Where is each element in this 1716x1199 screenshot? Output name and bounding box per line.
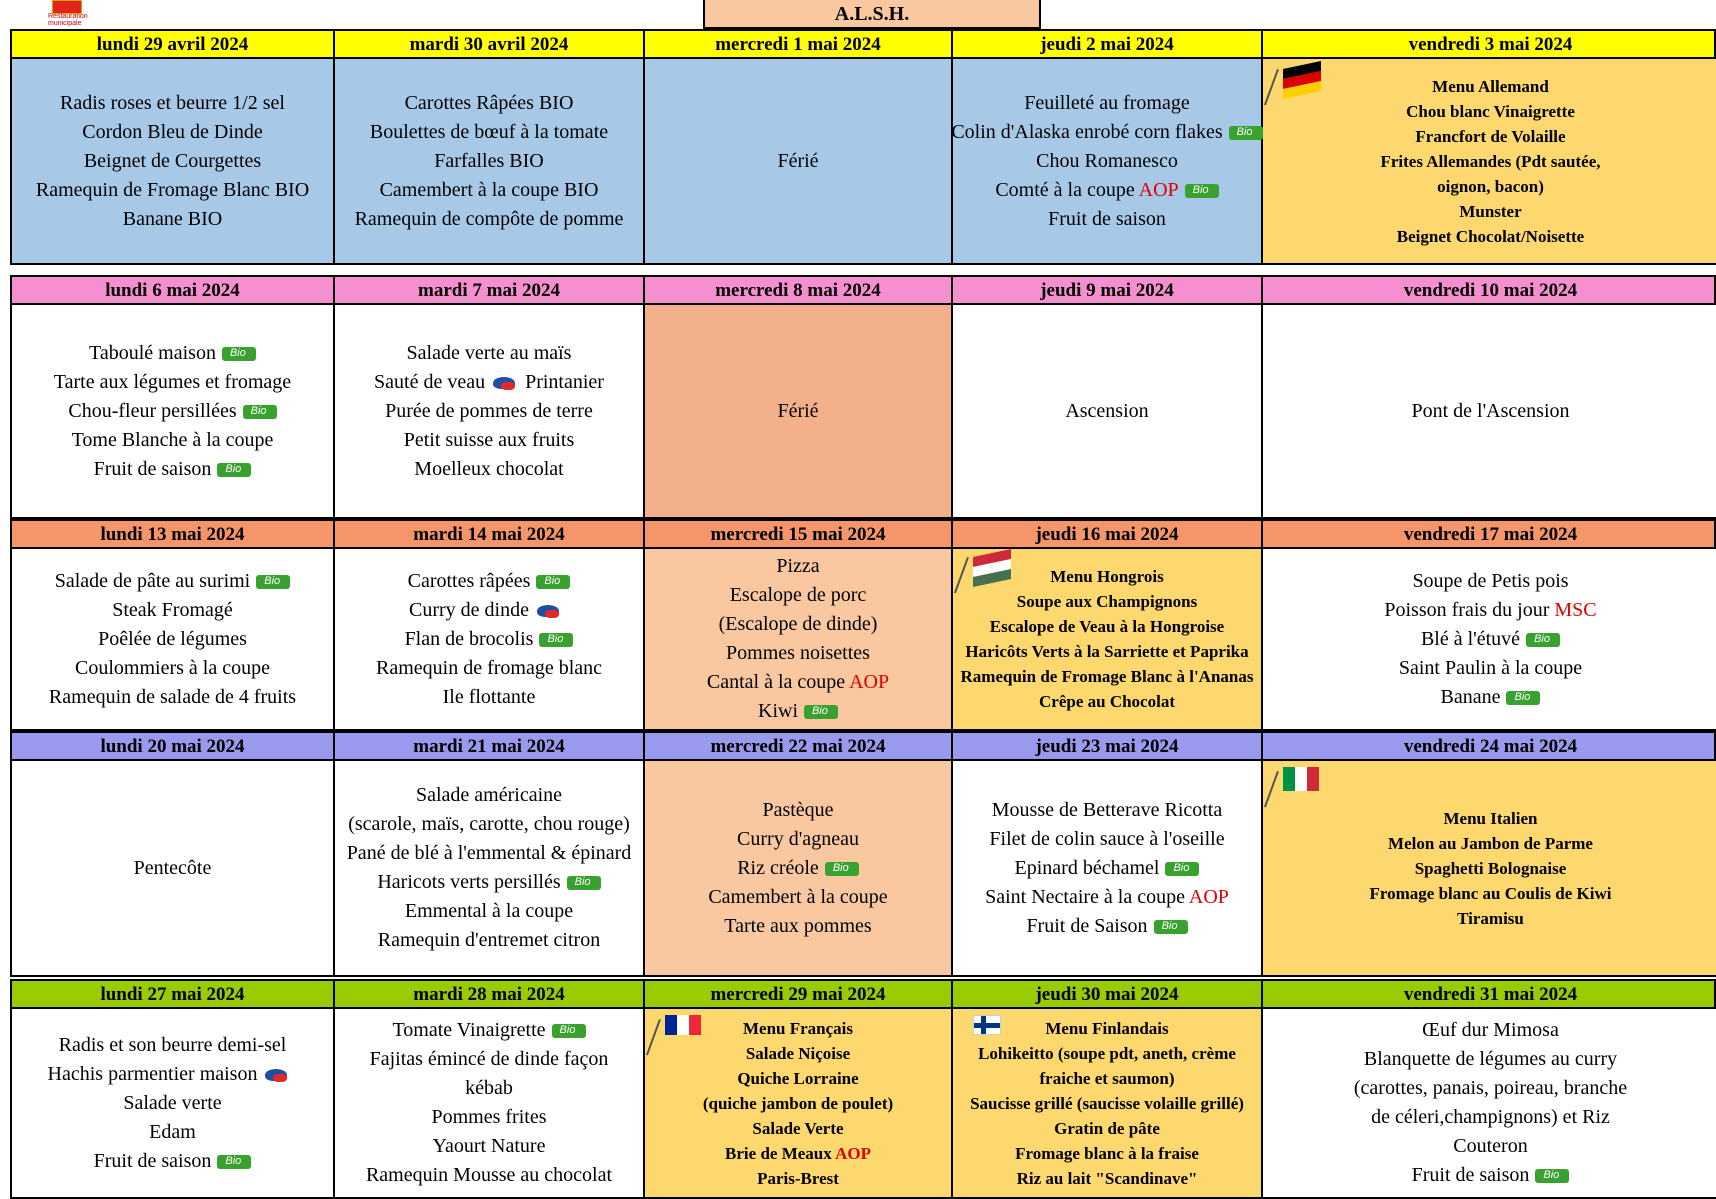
menu-item: Salade Niçoise bbox=[745, 1043, 851, 1063]
menu-item: Saint Nectaire à la coupe AOP bbox=[985, 885, 1229, 908]
france-flag-icon bbox=[659, 1015, 705, 1049]
label-rouge-icon bbox=[263, 1066, 291, 1084]
day-menu-cell bbox=[335, 305, 645, 517]
menu-item: Menu Français bbox=[742, 1018, 854, 1038]
day-menu-cell bbox=[12, 761, 335, 975]
day-menu-cell bbox=[1263, 761, 1716, 975]
menu-item: Camembert à la coupe BIO bbox=[379, 178, 599, 201]
menu-item: Ramequin de compôte de pomme bbox=[354, 207, 624, 230]
menu-item: Coulommiers à la coupe bbox=[75, 656, 270, 679]
day-menu-cell bbox=[953, 761, 1263, 975]
menu-item: Fruit de saisonBio bbox=[1412, 1161, 1570, 1190]
menu-item: Riz au lait "Scandinave" bbox=[1016, 1168, 1198, 1188]
menu-item: Haricôts Verts à la Sarriette et Paprika bbox=[965, 642, 1249, 661]
menu-item: Couteron bbox=[1453, 1135, 1528, 1157]
menu-item: Edam bbox=[149, 1120, 196, 1143]
menu-item: Menu Hongrois bbox=[1050, 567, 1164, 586]
logo-text: Restauration municipale bbox=[48, 13, 88, 27]
menu-item: Curry d'agneau bbox=[737, 827, 859, 850]
day-menu-cell bbox=[12, 59, 335, 263]
menu-item: Ile flottante bbox=[442, 685, 536, 708]
bio-label-icon bbox=[539, 633, 573, 647]
week-header bbox=[10, 979, 1716, 1009]
day-date-header: lundi 13 mai 2024 bbox=[12, 521, 335, 547]
menu-item: Œuf dur Mimosa bbox=[1422, 1019, 1559, 1041]
menu-item: Sauté de veau Printanier bbox=[374, 370, 604, 393]
menu-item: BananeBio bbox=[1441, 683, 1541, 712]
menu-item: Salade de pâte au surimiBio bbox=[55, 567, 291, 596]
menu-item: Pommes frites bbox=[431, 1106, 547, 1128]
week-header bbox=[10, 275, 1716, 305]
bio-label-icon bbox=[1229, 126, 1263, 140]
menu-item: Blé à l'étuvéBio bbox=[1421, 625, 1560, 654]
menu-item: Pastèque bbox=[762, 798, 834, 821]
week-header bbox=[10, 519, 1716, 549]
menu-item: Chou blanc Vinaigrette bbox=[1406, 101, 1575, 121]
menu-item: Menu Allemand bbox=[1432, 76, 1549, 96]
menu-item: Tiramisu bbox=[1457, 908, 1524, 928]
menu-item: Beignet Chocolat/Noisette bbox=[1396, 226, 1585, 246]
menu-item: Salade verte au maïs bbox=[406, 341, 572, 364]
menu-item: Camembert à la coupe bbox=[708, 885, 888, 908]
day-date-header: jeudi 30 mai 2024 bbox=[953, 981, 1263, 1007]
day-menu-cell bbox=[1263, 59, 1716, 263]
menu-item: Yaourt Nature bbox=[432, 1135, 546, 1157]
menu-item: Menu Italien bbox=[1443, 808, 1538, 828]
menu-item: Pentecôte bbox=[133, 856, 212, 879]
menu-item: Taboulé maisonBio bbox=[89, 339, 256, 368]
germany-flag-icon bbox=[1277, 65, 1323, 99]
day-menu-cell bbox=[335, 1009, 645, 1197]
menu-item: Pané de blé à l'emmental & épinard bbox=[346, 842, 632, 864]
day-date-header: vendredi 10 mai 2024 bbox=[1403, 280, 1578, 301]
day-menu-cell bbox=[335, 549, 645, 729]
menu-item: KiwiBio bbox=[758, 697, 838, 726]
menu-item: Mousse de Betterave Ricotta bbox=[991, 798, 1223, 821]
day-date-header: mardi 14 mai 2024 bbox=[335, 521, 645, 547]
menu-item: Crêpe au Chocolat bbox=[1039, 692, 1175, 711]
week-body bbox=[10, 305, 1716, 519]
bio-label-icon bbox=[217, 463, 251, 477]
menu-item: Fruit de saisonBio bbox=[94, 455, 252, 484]
week-header bbox=[10, 731, 1716, 761]
menu-item: Ramequin de Fromage Blanc à l'Ananas bbox=[960, 667, 1254, 686]
day-date-header: mardi 28 mai 2024 bbox=[335, 981, 645, 1007]
menu-item: (carottes, panais, poireau, branche bbox=[1353, 1077, 1628, 1099]
menu-item: Poisson frais du jour MSC bbox=[1384, 598, 1597, 621]
menu-item: kébab bbox=[465, 1077, 513, 1099]
day-date-header: jeudi 16 mai 2024 bbox=[953, 521, 1263, 547]
day-date-header: mercredi 1 mai 2024 bbox=[645, 31, 953, 57]
day-date-header: mardi 30 avril 2024 bbox=[335, 31, 645, 57]
day-date-header: vendredi 3 mai 2024 bbox=[1408, 34, 1573, 55]
week-body bbox=[10, 59, 1716, 265]
menu-item: Feuilleté au fromage bbox=[1024, 91, 1190, 114]
menu-item: Radis et son beurre demi-sel bbox=[58, 1033, 287, 1056]
menu-item: (scarole, maïs, carotte, chou rouge) bbox=[348, 813, 630, 835]
menu-item: Tome Blanche à la coupe bbox=[71, 428, 274, 451]
menu-item: Chou-fleur persilléesBio bbox=[68, 397, 276, 426]
day-menu-cell bbox=[645, 549, 953, 729]
menu-item: Fromage blanc à la fraise bbox=[1015, 1143, 1199, 1163]
menu-item: Purée de pommes de terre bbox=[385, 399, 593, 422]
bio-label-icon bbox=[536, 575, 570, 589]
menu-item: Moelleux chocolat bbox=[414, 457, 564, 480]
bio-label-icon bbox=[1535, 1169, 1569, 1183]
bio-label-icon bbox=[222, 347, 256, 361]
day-date-header: mardi 21 mai 2024 bbox=[335, 733, 645, 759]
menu-item: Tomate VinaigretteBio bbox=[392, 1016, 585, 1045]
day-menu-cell bbox=[645, 305, 953, 517]
menu-item: Carottes Râpées BIO bbox=[404, 91, 574, 114]
menu-item: Poêlée de légumes bbox=[98, 627, 247, 650]
day-menu-cell bbox=[953, 549, 1263, 729]
menu-item: Petit suisse aux fruits bbox=[403, 428, 575, 451]
week-body bbox=[10, 761, 1716, 977]
day-date-header: vendredi 24 mai 2024 bbox=[1403, 736, 1578, 757]
day-date-header: vendredi 17 mai 2024 bbox=[1403, 524, 1578, 545]
menu-item: Radis roses et beurre 1/2 sel bbox=[60, 91, 285, 114]
menu-item: Brie de Meaux AOP bbox=[725, 1143, 871, 1163]
label-rouge-icon bbox=[491, 374, 519, 392]
menu-item: Boulettes de bœuf à la tomate bbox=[369, 120, 609, 143]
menu-item: Pizza bbox=[776, 555, 820, 577]
menu-item: Steak Fromagé bbox=[112, 598, 233, 621]
bio-label-icon bbox=[825, 862, 859, 876]
italy-flag-icon bbox=[1277, 767, 1323, 801]
menu-item: Fruit de SaisonBio bbox=[1026, 912, 1187, 941]
menu-item: oignon, bacon) bbox=[1437, 176, 1544, 196]
day-date-header: lundi 29 avril 2024 bbox=[12, 31, 335, 57]
menu-item: Menu Finlandais bbox=[1045, 1018, 1169, 1038]
menu-item: Pont de l'Ascension bbox=[1411, 399, 1570, 422]
day-menu-cell bbox=[1263, 549, 1716, 729]
day-date-header: jeudi 2 mai 2024 bbox=[953, 31, 1263, 57]
day-menu-cell bbox=[1263, 305, 1716, 517]
week-header bbox=[10, 29, 1716, 59]
menu-item: Melon au Jambon de Parme bbox=[1388, 833, 1593, 853]
menu-item: Soupe aux Champignons bbox=[1016, 592, 1198, 611]
day-menu-cell bbox=[12, 549, 335, 729]
menu-item: Pommes noisettes bbox=[726, 642, 870, 664]
menu-item: Escalope de Veau à la Hongroise bbox=[989, 617, 1225, 636]
menu-item: Fajitas émincé de dinde façon bbox=[369, 1048, 609, 1070]
menu-item: Cordon Bleu de Dinde bbox=[82, 120, 263, 143]
day-menu-cell bbox=[645, 761, 953, 975]
menu-item: Tarte aux pommes bbox=[724, 914, 872, 937]
menu-item: Gratin de pâte bbox=[1054, 1118, 1160, 1138]
menu-item: Francfort de Volaille bbox=[1415, 126, 1566, 146]
logo bbox=[38, 0, 96, 26]
day-date-header: mercredi 22 mai 2024 bbox=[645, 733, 953, 759]
day-menu-cell bbox=[953, 59, 1263, 263]
menu-item: Curry de dinde bbox=[409, 596, 569, 625]
day-date-header: mercredi 8 mai 2024 bbox=[645, 277, 953, 303]
menu-item: Blanquette de légumes au curry bbox=[1363, 1048, 1618, 1070]
bio-label-icon bbox=[217, 1155, 251, 1169]
day-menu-cell bbox=[645, 1009, 953, 1197]
bio-label-icon bbox=[552, 1024, 586, 1038]
label-rouge-icon bbox=[535, 602, 563, 620]
bio-label-icon bbox=[567, 876, 601, 890]
menu-item: (quiche jambon de poulet) bbox=[702, 1093, 894, 1113]
day-date-header: lundi 20 mai 2024 bbox=[12, 733, 335, 759]
bio-label-icon bbox=[243, 405, 277, 419]
menu-item: Carottes râpéesBio bbox=[408, 567, 571, 596]
menu-item: Férié bbox=[777, 149, 819, 172]
hungary-flag-icon bbox=[967, 553, 1013, 587]
day-menu-cell bbox=[335, 761, 645, 975]
finland-flag-icon bbox=[967, 1015, 1013, 1049]
day-date-header: mercredi 15 mai 2024 bbox=[645, 521, 953, 547]
bio-label-icon bbox=[1506, 691, 1540, 705]
menu-item: Chou Romanesco bbox=[1036, 149, 1178, 172]
day-date-header: lundi 27 mai 2024 bbox=[12, 981, 335, 1007]
menu-item: Flan de brocolisBio bbox=[405, 625, 574, 654]
menu-item: Filet de colin sauce à l'oseille bbox=[989, 827, 1225, 850]
day-date-header: mardi 7 mai 2024 bbox=[335, 277, 645, 303]
day-date-header: mercredi 29 mai 2024 bbox=[645, 981, 953, 1007]
menu-item: Saucisse grillé (saucisse volaille grillé) bbox=[970, 1093, 1244, 1113]
bio-label-icon bbox=[1165, 862, 1199, 876]
menu-item: Ramequin de fromage blanc bbox=[375, 656, 603, 679]
bio-label-icon bbox=[256, 575, 290, 589]
day-menu-cell bbox=[953, 305, 1263, 517]
menu-item: Banane BIO bbox=[122, 207, 223, 230]
menu-item: Lohikeitto (soupe pdt, aneth, crème bbox=[978, 1043, 1236, 1063]
week-body bbox=[10, 549, 1716, 731]
bio-label-icon bbox=[1185, 184, 1219, 198]
menu-item: Escalope de porc bbox=[729, 584, 867, 606]
menu-item: Haricots verts persillésBio bbox=[377, 868, 600, 897]
menu-item: Paris-Brest bbox=[757, 1168, 839, 1188]
menu-item: Ramequin d'entremet citron bbox=[377, 929, 601, 951]
menu-item: Farfalles BIO bbox=[434, 149, 544, 172]
menu-item: Frites Allemandes (Pdt sautée, bbox=[1380, 151, 1601, 171]
menu-item: Spaghetti Bolognaise bbox=[1414, 858, 1567, 878]
menu-item: Riz créoleBio bbox=[737, 854, 859, 883]
bio-label-icon bbox=[1154, 920, 1188, 934]
menu-item: fraiche et saumon) bbox=[1039, 1068, 1175, 1088]
menu-item: Quiche Lorraine bbox=[737, 1068, 859, 1088]
day-menu-cell bbox=[335, 59, 645, 263]
day-date-header: vendredi 31 mai 2024 bbox=[1403, 984, 1578, 1005]
day-menu-cell bbox=[12, 305, 335, 517]
day-date-header: lundi 6 mai 2024 bbox=[12, 277, 335, 303]
menu-item: Beignet de Courgettes bbox=[83, 149, 262, 172]
menu-item: Ascension bbox=[1065, 399, 1149, 422]
day-menu-cell bbox=[645, 59, 953, 263]
bio-label-icon bbox=[1526, 633, 1560, 647]
menu-item: Tarte aux légumes et fromage bbox=[53, 370, 292, 393]
page-title: A.L.S.H. bbox=[703, 0, 1041, 29]
menu-item: Salade américaine bbox=[415, 784, 563, 806]
menu-item: Colin d'Alaska enrobé corn flakesBio bbox=[951, 118, 1262, 147]
logo-badge bbox=[52, 0, 82, 14]
menu-item: Ramequin de salade de 4 fruits bbox=[48, 685, 297, 708]
menu-item: Munster bbox=[1459, 201, 1522, 221]
menu-item: Soupe de Petis pois bbox=[1412, 569, 1569, 592]
menu-item: Comté à la coupe AOPBio bbox=[995, 176, 1218, 205]
menu-item: Emmental à la coupe bbox=[404, 900, 574, 922]
day-menu-cell bbox=[1263, 1009, 1716, 1197]
menu-item: de céleri,champignons) et Riz bbox=[1371, 1106, 1610, 1128]
week-body bbox=[10, 1009, 1716, 1199]
menu-item: Cantal à la coupe AOP bbox=[706, 671, 890, 693]
menu-item: Fruit de saisonBio bbox=[94, 1147, 252, 1176]
menu-item: Saint Paulin à la coupe bbox=[1398, 656, 1583, 679]
menu-item: Fruit de saison bbox=[1048, 207, 1166, 230]
menu-item: Ramequin Mousse au chocolat bbox=[365, 1164, 613, 1186]
menu-item: (Escalope de dinde) bbox=[718, 613, 878, 635]
menu-item: Fromage blanc au Coulis de Kiwi bbox=[1369, 883, 1612, 903]
menu-item: Salade Verte bbox=[752, 1118, 844, 1138]
menu-item: Férié bbox=[777, 399, 819, 422]
day-date-header: jeudi 23 mai 2024 bbox=[953, 733, 1263, 759]
day-date-header: jeudi 9 mai 2024 bbox=[953, 277, 1263, 303]
bio-label-icon bbox=[804, 705, 838, 719]
menu-item: Ramequin de Fromage Blanc BIO bbox=[35, 178, 310, 201]
day-menu-cell bbox=[953, 1009, 1263, 1197]
menu-item: Hachis parmentier maison bbox=[48, 1060, 298, 1089]
menu-item: Epinard béchamelBio bbox=[1015, 854, 1200, 883]
day-menu-cell bbox=[12, 1009, 335, 1197]
menu-item: Salade verte bbox=[123, 1091, 222, 1114]
